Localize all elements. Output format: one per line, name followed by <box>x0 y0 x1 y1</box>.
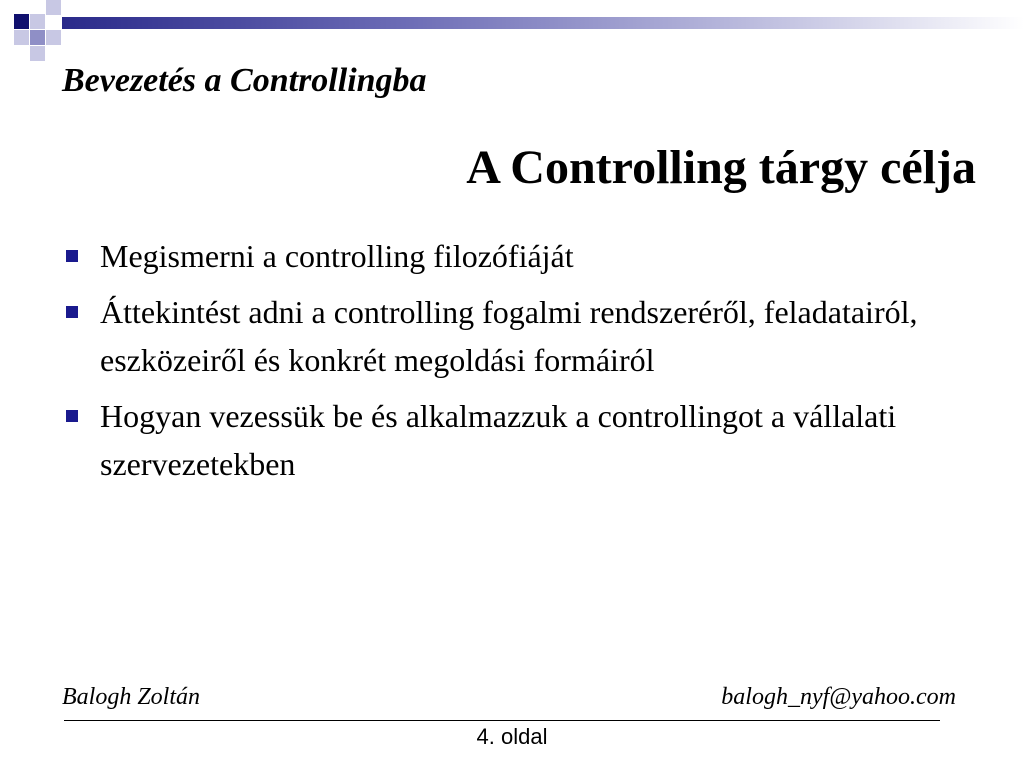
deco-square <box>14 30 29 45</box>
square-bullet-icon <box>66 306 78 318</box>
course-title: Bevezetés a Controllingba <box>62 62 427 99</box>
bullet-item <box>62 392 962 488</box>
footer-author: Balogh Zoltán <box>62 684 201 710</box>
deco-square <box>30 30 45 45</box>
slide-title: A Controlling tárgy célja <box>466 141 976 194</box>
bullet-text: Hogyan vezessük be és alkalmazzuk a controllingot a vállalati szervezetekben <box>100 398 897 482</box>
header-decoration <box>0 0 1024 62</box>
deco-square <box>30 46 45 61</box>
bullet-item <box>62 288 962 384</box>
bullet-list <box>62 232 962 496</box>
deco-square <box>46 30 61 45</box>
footer-email: balogh_nyf@yahoo.com <box>721 684 956 710</box>
deco-square <box>30 14 45 29</box>
bullet-text: Megismerni a controlling filozófiáját <box>100 238 574 274</box>
page-number: 4. oldal <box>476 724 548 749</box>
square-bullet-icon <box>66 410 78 422</box>
header-gradient-band <box>62 17 1024 29</box>
bullet-item <box>62 232 962 280</box>
footer-divider <box>64 720 940 721</box>
square-bullet-icon <box>66 250 78 262</box>
deco-square <box>14 14 29 29</box>
deco-square <box>46 0 61 15</box>
bullet-text: Áttekintést adni a controlling fogalmi rendszeréről, feladatairól, eszközeiről és konkrét megoldási formáiról <box>100 294 918 378</box>
